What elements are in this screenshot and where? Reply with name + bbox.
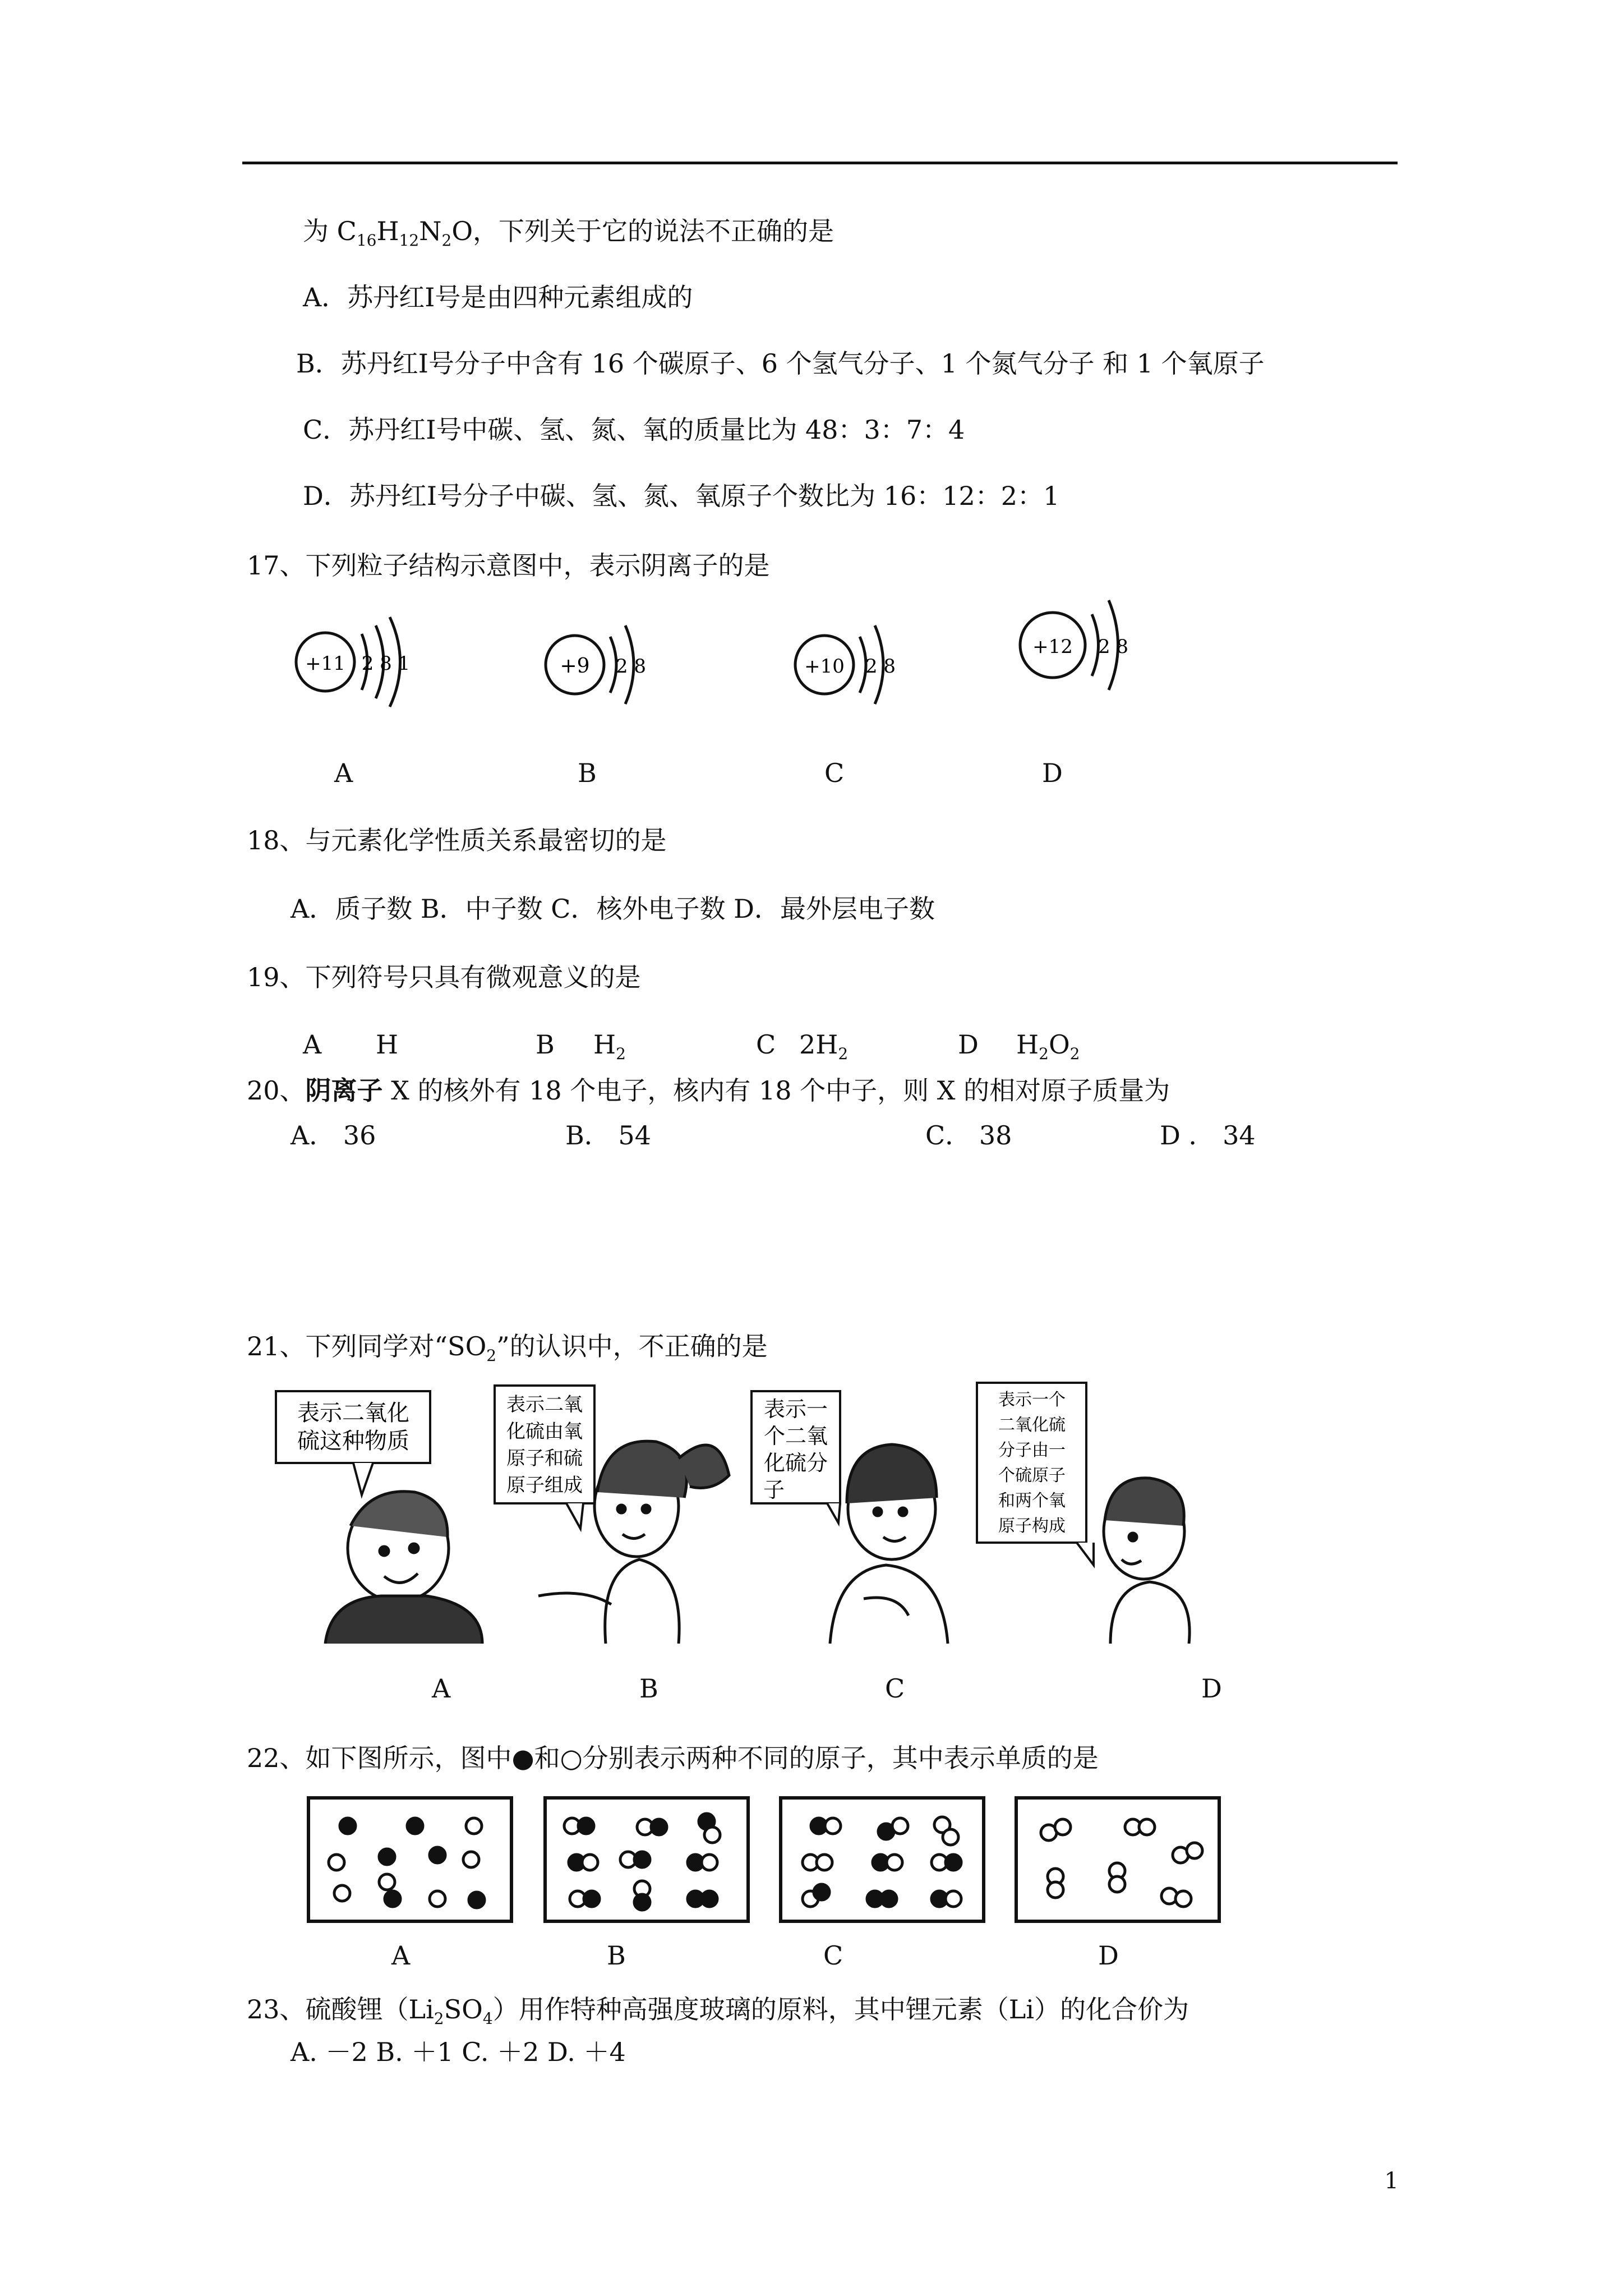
- bubble-a-line-1: 表示二氧化: [297, 1400, 409, 1426]
- q19-value-c: $2H_2$: [799, 1029, 849, 1064]
- q18-options: A．质子数 B．中子数 C．核外电子数 D．最外层电子数: [291, 894, 935, 924]
- q20-stem: 20、阴离子 X 的核外有 18 个电子，核内有 18 个中子，则 X 的相对原子质量为: [247, 1075, 1170, 1106]
- q21-label-d: D: [1201, 1673, 1222, 1704]
- bubble-d-line-1: 表示一个: [998, 1390, 1066, 1410]
- bubble-c-line-3: 化硫分: [763, 1451, 828, 1475]
- q21-label-a: A: [432, 1673, 451, 1704]
- atom-a-shells: 2 8 1: [361, 652, 411, 675]
- atom-a-nucleus: +11: [305, 652, 345, 675]
- q19-value-b: $H_2$: [593, 1029, 626, 1064]
- atom-c-shells: 2 8: [865, 655, 896, 678]
- page-number: 1: [1384, 2168, 1399, 2194]
- header-rule: [242, 162, 1398, 164]
- q17-label-c: C: [824, 758, 845, 788]
- q17-label-a: A: [334, 758, 353, 788]
- bubble-b-line-3: 原子和硫: [506, 1447, 583, 1470]
- bubble-d-line-5: 和两个氧: [998, 1491, 1066, 1511]
- q21-stem: 21、下列同学对“$SO_2$”的认识中，不正确的是: [247, 1331, 768, 1365]
- atom-d-shells: 2 8: [1098, 636, 1129, 658]
- q20-option-b: B． 54: [565, 1120, 651, 1151]
- q17-stem: 17、下列粒子结构示意图中，表示阴离子的是: [247, 550, 770, 581]
- atom-b-nucleus: +9: [560, 655, 590, 678]
- q23-stem: 23、硫酸锂$(Li_2SO_4)$用作特种高强度玻璃的原料，其中锂元素（Li）的化合价为: [247, 1994, 1189, 2028]
- q19-label-a: A: [303, 1029, 322, 1060]
- q19-stem: 19、下列符号只具有微观意义的是: [247, 962, 641, 992]
- bubble-d-line-6: 原子构成: [998, 1516, 1066, 1536]
- bubble-b-line-2: 化硫由氧: [506, 1420, 583, 1443]
- q20-option-a: A． 36: [291, 1120, 376, 1151]
- bubble-c-line-4: 子: [763, 1478, 785, 1502]
- q16-option-d: D．苏丹红Ⅰ号分子中碳、氢、氮、氧原子个数比为 16：12：2：1: [303, 481, 1060, 511]
- atom-diagram-a: [292, 611, 449, 712]
- q20-option-d: D ． 34: [1160, 1120, 1256, 1151]
- q19-value-a: H: [376, 1029, 399, 1060]
- q19-value-d: $H_2O_2$: [1016, 1029, 1080, 1064]
- q21-label-b: B: [639, 1673, 658, 1704]
- q16-option-a: A．苏丹红Ⅰ号是由四种元素组成的: [303, 282, 693, 312]
- student-c-figure: [830, 1444, 948, 1644]
- q22-stem: 22、如下图所示，图中●和○分别表示两种不同的原子，其中表示单质的是: [247, 1743, 1099, 1773]
- q21-cartoon-figure: [269, 1380, 1273, 1644]
- bubble-d-line-4: 个硫原子: [998, 1466, 1066, 1485]
- q19-label-c: C: [756, 1029, 776, 1060]
- q22-label-b: B: [607, 1940, 626, 1971]
- atom-diagram-b: [538, 614, 673, 715]
- q17-label-d: D: [1042, 758, 1063, 788]
- bubble-b-line-4: 原子组成: [506, 1474, 583, 1497]
- atom-b-shells: 2 8: [615, 655, 647, 678]
- atom-c-nucleus: +10: [804, 655, 845, 678]
- q22-label-a: A: [391, 1940, 411, 1971]
- q22-label-c: C: [823, 1940, 843, 1971]
- q18-stem: 18、与元素化学性质关系最密切的是: [247, 825, 667, 855]
- atom-diagram-d: [1012, 589, 1158, 696]
- q19-label-b: B: [536, 1029, 555, 1060]
- bubble-d-line-3: 分子由一: [998, 1441, 1066, 1460]
- student-d-figure: [1104, 1478, 1189, 1644]
- q16-option-c: C．苏丹红Ⅰ号中碳、氢、氮、氧的质量比为 48：3：7：4: [303, 415, 965, 445]
- bubble-c-line-2: 个二氧: [763, 1424, 828, 1448]
- q16-option-b: B．苏丹红Ⅰ号分子中含有 16 个碳原子、6 个氢气分子、1 个氮气分子 和 1 个氧原子: [296, 348, 1265, 379]
- bubble-b-line-1: 表示二氧: [506, 1393, 583, 1416]
- q16-stem: 为 $C_{16}H_{12}N_2O$，下列关于它的说法不正确的是: [303, 216, 834, 250]
- box-c-particles: [803, 1817, 961, 1907]
- bubble-a-line-2: 硫这种物质: [297, 1428, 409, 1454]
- bubble-d-line-2: 二氧化硫: [998, 1415, 1066, 1435]
- q22-label-d: D: [1098, 1940, 1119, 1971]
- q23-options: A. －2 B. ＋1 C. ＋2 D. ＋4: [291, 2037, 626, 2067]
- atom-d-nucleus: +12: [1032, 636, 1073, 658]
- q19-label-d: D: [958, 1029, 979, 1060]
- q21-label-c: C: [885, 1673, 905, 1704]
- q22-particle-boxes: [303, 1792, 1234, 1927]
- student-a-figure: [325, 1492, 482, 1644]
- bubble-c-line-1: 表示一: [763, 1397, 828, 1421]
- atom-diagram-c: [788, 614, 923, 715]
- q17-label-b: B: [578, 758, 597, 788]
- q20-option-c: C． 38: [925, 1120, 1012, 1151]
